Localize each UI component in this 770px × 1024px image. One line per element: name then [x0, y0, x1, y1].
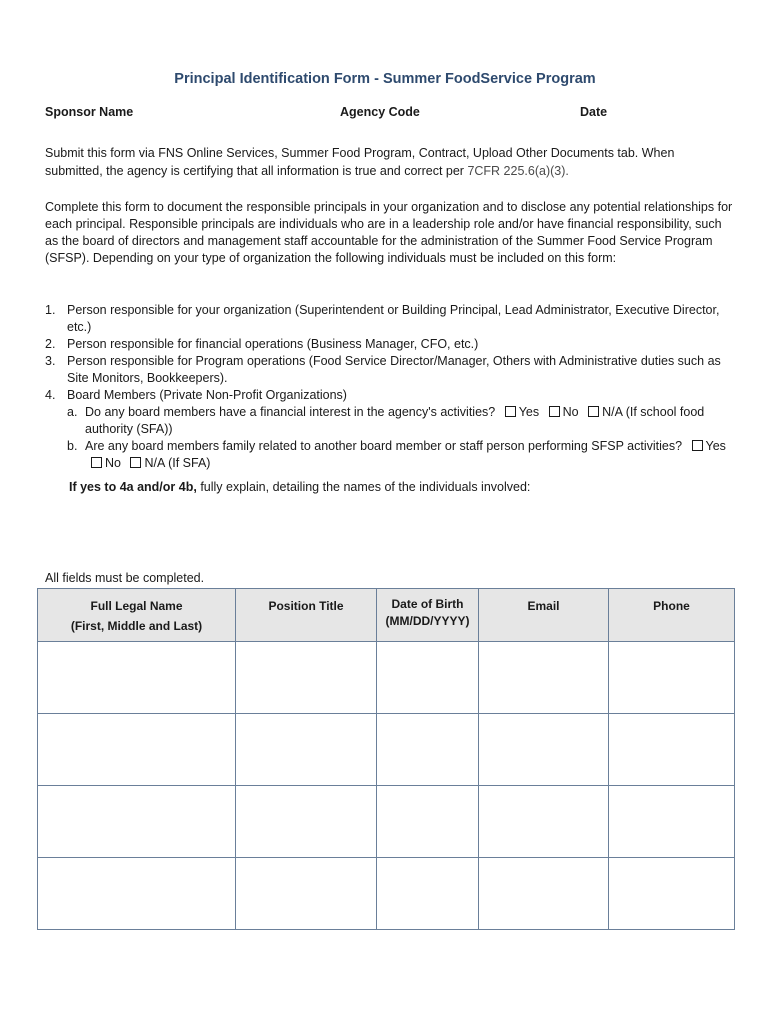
sub-question-letter: b. — [67, 439, 78, 453]
yes-checkbox[interactable] — [692, 440, 703, 451]
intro-text: Submit this form via FNS Online Services, Summer Food Program, Contract, Upload Other Documents tab. When submitted, the agency is certifying that all information is true and correct per — [45, 146, 675, 178]
dob-cell[interactable] — [377, 786, 479, 858]
no-label: No — [562, 405, 579, 419]
table-row — [38, 786, 735, 858]
sub-question-text: Are any board members family related to another board member or staff person performing SFSP activities? — [85, 439, 683, 453]
regulation-reference: 7CFR 225.6(a)(3). — [467, 164, 569, 178]
name-cell[interactable] — [38, 714, 236, 786]
list-item — [45, 353, 735, 387]
list-item-number: 1. — [45, 303, 56, 317]
na-label: N/A (If SFA) — [144, 456, 211, 470]
list-item-text: Person responsible for your organization (Superintendent or Building Principal, Lead Administrator, Executive Director, etc.) — [67, 303, 720, 334]
list-item-number: 2. — [45, 337, 56, 351]
name-cell[interactable] — [38, 858, 236, 930]
explain-prompt-bold: If yes to 4a and/or 4b, — [69, 480, 197, 494]
table-header-row — [38, 589, 735, 642]
email-cell[interactable] — [479, 858, 609, 930]
dob-cell[interactable] — [377, 642, 479, 714]
explain-prompt-text: fully explain, detailing the names of the individuals involved: — [200, 480, 531, 494]
yes-label: Yes — [705, 439, 726, 453]
position-cell[interactable] — [236, 786, 377, 858]
list-item-number: 3. — [45, 354, 56, 368]
list-item — [45, 336, 735, 353]
list-item — [45, 387, 735, 404]
header-position-title: Position Title — [236, 589, 377, 642]
completion-note: All fields must be completed. — [45, 571, 205, 585]
phone-cell[interactable] — [609, 642, 735, 714]
email-cell[interactable] — [479, 642, 609, 714]
list-item-text: Person responsible for financial operations (Business Manager, CFO, etc.) — [67, 337, 479, 351]
name-cell[interactable] — [38, 642, 236, 714]
yes-checkbox[interactable] — [505, 406, 516, 417]
yes-label: Yes — [518, 405, 540, 419]
explain-prompt — [69, 480, 530, 494]
header-date-of-birth — [377, 589, 479, 642]
phone-cell[interactable] — [609, 786, 735, 858]
header-name-line1: Full Legal Name — [90, 599, 183, 613]
header-name-line2: (First, Middle and Last) — [70, 619, 203, 633]
name-cell[interactable] — [38, 786, 236, 858]
intro-paragraph — [45, 144, 735, 180]
no-checkbox[interactable] — [91, 457, 102, 468]
principal-list — [45, 302, 735, 472]
list-item-number: 4. — [45, 388, 56, 402]
table-row — [38, 714, 735, 786]
position-cell[interactable] — [236, 642, 377, 714]
list-item-text: Board Members (Private Non-Profit Organizations) — [67, 388, 347, 402]
header-dob-line2: (MM/DD/YYYY) — [385, 614, 470, 628]
sub-question-a — [45, 404, 735, 438]
na-checkbox[interactable] — [130, 457, 141, 468]
table-row — [38, 642, 735, 714]
table-row — [38, 858, 735, 930]
na-label: N/A (If school food authority (SFA)) — [85, 405, 705, 436]
position-cell[interactable] — [236, 714, 377, 786]
sub-question-letter: a. — [67, 405, 78, 419]
list-item-text: Person responsible for Program operations (Food Service Director/Manager, Others with Administrative duties such as Site Monitors, Bookkeepers). — [67, 354, 721, 385]
date-label: Date — [580, 105, 608, 119]
sub-question-b — [45, 438, 735, 472]
dob-cell[interactable] — [377, 858, 479, 930]
email-cell[interactable] — [479, 786, 609, 858]
form-title: Principal Identification Form - Summer FoodService Program — [174, 71, 596, 87]
header-dob-line1: Date of Birth — [391, 597, 464, 611]
principals-table — [37, 588, 735, 930]
instructions-paragraph: Complete this form to document the responsible principals in your organization and to disclose any potential relationships for each principal. Responsible principals are individuals who are in a leadership role and/or have financial responsibility, such as the board of directors and management staff accountable for the administration of the Summer Food Service Program (SFSP). Depending on your type of organization the following individuals must be included on this form: — [45, 200, 733, 265]
no-label: No — [105, 456, 121, 470]
header-phone: Phone — [609, 589, 735, 642]
header-email: Email — [479, 589, 609, 642]
list-item — [45, 302, 735, 336]
phone-cell[interactable] — [609, 858, 735, 930]
email-cell[interactable] — [479, 714, 609, 786]
sub-question-text: Do any board members have a financial interest in the agency's activities? — [85, 405, 496, 419]
dob-cell[interactable] — [377, 714, 479, 786]
header-full-legal-name — [38, 589, 236, 642]
phone-cell[interactable] — [609, 714, 735, 786]
agency-code-label: Agency Code — [340, 105, 420, 119]
no-checkbox[interactable] — [549, 406, 560, 417]
na-checkbox[interactable] — [588, 406, 599, 417]
sponsor-name-label: Sponsor Name — [45, 105, 134, 119]
position-cell[interactable] — [236, 858, 377, 930]
